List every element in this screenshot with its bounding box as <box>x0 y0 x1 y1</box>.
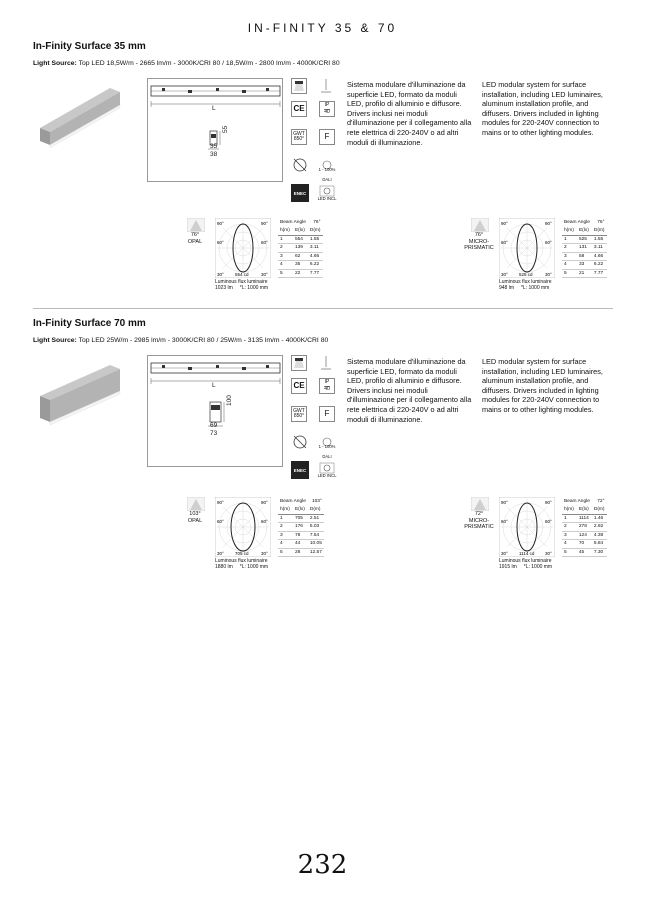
angle-label: 60° <box>261 240 268 245</box>
beam-table: Beam Angle 76° h(m) E(lx) D(m) 1 554 1.55 2 139 3.11 3 62 4.66 4 35 6.22 5 22 7.77 <box>280 219 321 276</box>
angle-label: 60° <box>545 240 552 245</box>
angle-label: 60° <box>217 519 224 524</box>
table-row: 2 131 3.11 <box>562 244 607 253</box>
beam-table: Beam Angle 76° h(m) E(lx) D(m) 1 525 1.55 2 131 3.11 3 58 4.66 4 33 6.22 5 21 7.77 <box>564 219 605 276</box>
light-source-line: Light Source: Top LED 18,5W/m - 2665 lm/m - 3000K/CRI 80 / 18,5W/m - 2800 lm/m - 4000K/CRI 80 <box>33 60 340 67</box>
polar-diagram <box>499 218 555 278</box>
angle-label: 30° <box>217 272 224 277</box>
photometric-group-0 <box>183 218 363 298</box>
product-section-70 <box>0 315 645 575</box>
dimming-icon: 1 - 100% <box>319 434 335 452</box>
luminaire-image <box>30 86 125 166</box>
table-row: 5 28 12.57 <box>280 549 322 555</box>
angle-label: 60° <box>501 240 508 245</box>
table-row: 4 35 6.22 <box>278 261 323 270</box>
angle-label: 90° <box>545 500 552 505</box>
beam-icon <box>187 497 205 511</box>
beam-table-title: Beam Angle <box>564 219 590 225</box>
beam-table-angle: 103° <box>311 498 322 504</box>
dali-label: DALI <box>322 454 332 459</box>
photometric-group-1 <box>464 218 645 298</box>
dali-label: DALI <box>322 177 332 182</box>
beam-table-title: Beam Angle <box>564 498 590 504</box>
recycling-icon <box>291 157 309 178</box>
beam-angle-label: 76° <box>474 232 484 238</box>
table-row: 5 21 7.77 <box>562 269 607 278</box>
table-row: 4 70 5.84 <box>562 540 607 549</box>
technical-drawing <box>147 355 283 467</box>
description-italian: Sistema modulare d'illuminazione da superficie LED, formato da moduli LED, profilo di alluminio e diffusore. Drivers inclusi nei moduli d'illuminazione per il collegamento alla rete elettrica di 220-240V o ad altri moduli di illuminazione. <box>347 357 472 424</box>
angle-label: 30° <box>501 551 508 556</box>
led-included-icon: LED INCL <box>319 184 335 202</box>
product-section-35 <box>0 38 645 298</box>
angle-label: 90° <box>545 221 552 226</box>
description-english: LED modular system for surface installation, including LED luminaires, aluminum installation profile, and diffusers. Drivers included in lighting modules for 220-240V connection to mains or to other lighting modules. <box>482 357 603 414</box>
intensity-label: 705 cd <box>235 551 249 556</box>
luminous-flux-caption: Luminous flux luminaire 948 lm *L: 1000 mm <box>499 279 552 291</box>
angle-label: 30° <box>545 272 552 277</box>
description-english: LED modular system for surface installation, including LED luminaires, aluminum installation profile, and diffusers. Drivers included in lighting modules for 220-240V connection to mains or to other lighting modules. <box>482 80 603 137</box>
beam-icon <box>471 218 489 232</box>
dim-length: L <box>212 382 216 389</box>
intensity-label: 1114 cd <box>519 551 535 556</box>
page-number: 232 <box>297 850 348 880</box>
diffuser-type-label: OPAL <box>187 518 203 524</box>
beam-table-angle: 72° <box>597 498 605 504</box>
luminous-flux-caption: Luminous flux luminaire 1880 lm *L: 1000 mm <box>215 558 269 570</box>
section-divider <box>33 308 613 309</box>
luminous-flux-caption: Luminous flux luminaire 1915 lm *L: 1000 mm <box>499 558 553 570</box>
beam-angle-label: 72° <box>474 511 484 517</box>
intensity-label: 554 cd <box>235 272 249 277</box>
dim-height: 100 <box>226 395 233 406</box>
table-row: 2 278 2.92 <box>562 523 607 532</box>
angle-label: 60° <box>261 519 268 524</box>
beam-table-title: Beam Angle <box>280 498 306 504</box>
diffuser-type-label: MICRO-PRISMATIC <box>464 239 494 251</box>
beam-angle-label: 103° <box>189 511 201 517</box>
f-mark-icon: F <box>319 406 335 422</box>
beam-table-title: Beam Angle <box>280 219 306 225</box>
angle-label: 60° <box>501 519 508 524</box>
glow-wire-icon: GWT 850° <box>291 129 307 145</box>
mounting-height-icon <box>319 78 333 99</box>
angle-label: 30° <box>217 551 224 556</box>
dim-width-a: 69 <box>210 422 218 429</box>
angle-label: 90° <box>261 221 268 226</box>
description-italian: Sistema modulare d'illuminazione da superficie LED, formato da moduli LED, profilo di alluminio e diffusore. Drivers inclusi nei moduli d'illuminazione per il collegamento alla rete elettrica di 220-240V o ad altri moduli di illuminazione. <box>347 80 472 147</box>
ip-rating-icon: IP 40 <box>319 378 335 394</box>
angle-label: 30° <box>261 551 268 556</box>
technical-drawing <box>147 78 283 182</box>
beam-table-angle: 76° <box>597 219 605 225</box>
table-row: 2 139 3.11 <box>278 244 323 253</box>
angle-label: 60° <box>217 240 224 245</box>
table-row: 1 554 1.55 <box>278 235 323 244</box>
table-row: 1 1114 1.46 <box>562 514 607 523</box>
polar-diagram <box>215 497 271 557</box>
angle-label: 90° <box>501 500 508 505</box>
dim-length: L <box>212 105 216 112</box>
beam-icon <box>471 497 489 511</box>
table-row: 4 33 6.22 <box>562 261 607 270</box>
light-source-line: Light Source: Top LED 25W/m - 2985 lm/m - 3000K/CRI 80 / 25W/m - 3135 lm/m - 4000K/CRI 80 <box>33 337 329 344</box>
ip-rating-icon: IP 40 <box>319 101 335 117</box>
beam-icon <box>187 218 205 232</box>
section-title: In-Finity Surface 35 mm <box>33 41 146 52</box>
diffuser-type-label: OPAL <box>187 239 203 245</box>
intensity-label: 525 cd <box>519 272 533 277</box>
table-row: 2 176 5.03 <box>278 523 324 532</box>
mounting-height-icon <box>319 355 333 376</box>
beam-table: Beam Angle 103° h(m) E(lx) D(m) 1 705 2.51 2 176 5.03 3 78 7.54 4 44 10.05 5 28 12.57 <box>280 498 322 555</box>
table-row: 3 78 7.54 <box>278 531 324 540</box>
surface-mount-icon <box>291 355 307 371</box>
beam-angle-label: 76° <box>190 232 200 238</box>
angle-label: 90° <box>217 221 224 226</box>
table-row: 3 58 4.66 <box>562 252 607 261</box>
ce-icon: CE <box>291 378 307 394</box>
angle-label: 30° <box>261 272 268 277</box>
dim-height: 55 <box>222 125 229 133</box>
table-row: 1 525 1.55 <box>562 235 607 244</box>
ce-icon: CE <box>291 101 307 117</box>
table-row: 3 62 4.66 <box>278 252 323 261</box>
angle-label: 30° <box>545 551 552 556</box>
luminous-flux-caption: Luminous flux luminaire 1023 lm *L: 1000 mm <box>215 279 269 291</box>
surface-mount-icon <box>291 78 307 94</box>
angle-label: 90° <box>217 500 224 505</box>
dim-width-b: 73 <box>210 430 218 437</box>
section-title: In-Finity Surface 70 mm <box>33 318 146 329</box>
dim-width-a: 35 <box>210 143 218 150</box>
beam-table: Beam Angle 72° h(m) E(lx) D(m) 1 1114 1.46 2 278 2.92 3 124 4.38 4 70 5.84 5 45 7.30 <box>564 498 605 555</box>
dimming-icon: 1 - 100% <box>319 157 335 175</box>
photometric-group-1 <box>464 497 645 577</box>
enec-icon: ENEC <box>291 184 309 202</box>
recycling-icon <box>291 434 309 455</box>
page-header-title: IN-FINITY 35 & 70 <box>247 21 398 35</box>
glow-wire-icon: GWT 850° <box>291 406 307 422</box>
polar-diagram <box>499 497 555 557</box>
table-row: 5 22 7.77 <box>278 269 323 278</box>
angle-label: 30° <box>501 272 508 277</box>
beam-table-angle: 76° <box>313 219 321 225</box>
enec-icon: ENEC <box>291 461 309 479</box>
diffuser-type-label: MICRO-PRISMATIC <box>464 518 494 530</box>
table-row: 1 705 2.51 <box>278 514 324 523</box>
luminaire-image <box>30 363 125 443</box>
photometric-group-0 <box>183 497 363 577</box>
table-row: 4 44 10.05 <box>280 541 322 547</box>
table-row: 3 124 4.38 <box>562 531 607 540</box>
table-row: 5 45 7.30 <box>562 548 607 557</box>
led-included-icon: LED INCL <box>319 461 335 479</box>
dim-width-b: 38 <box>210 151 218 158</box>
polar-diagram <box>215 218 271 278</box>
angle-label: 90° <box>261 500 268 505</box>
angle-label: 90° <box>501 221 508 226</box>
f-mark-icon: F <box>319 129 335 145</box>
angle-label: 60° <box>545 519 552 524</box>
